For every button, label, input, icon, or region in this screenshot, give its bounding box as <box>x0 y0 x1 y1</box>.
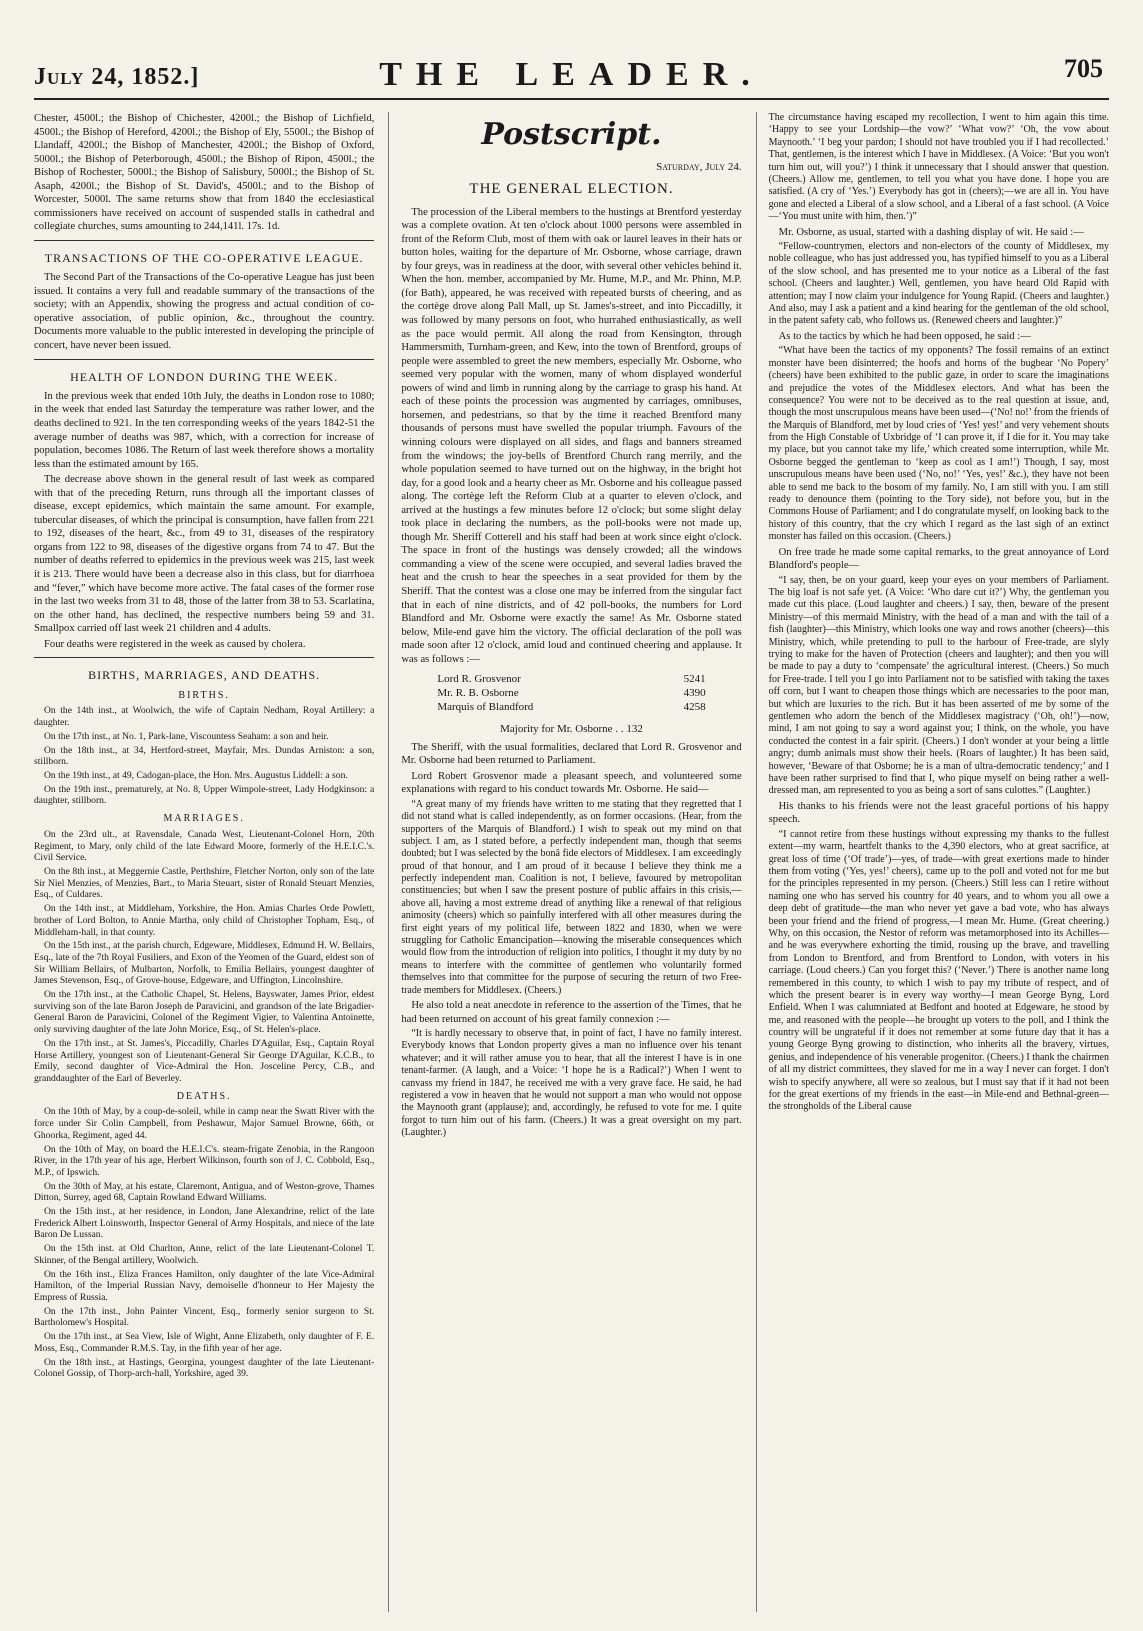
election-heading: THE GENERAL ELECTION. <box>469 181 674 198</box>
election-paragraph: He also told a neat anecdote in reference to the assertion of the Times, that he had been returned on account of his great family connexion :— <box>401 1000 742 1025</box>
poll-row <box>435 672 707 686</box>
marriage-notice: On the 23rd ult., at Ravensdale, Canada West, Lieutenant-Colonel Horn, 20th Regiment, to Mary, only child of the late Edward Moore, formerly of the H.E.I.C.'s. Civil Service. <box>34 828 375 864</box>
divider <box>34 359 374 360</box>
election-paragraph: As to the tactics by which he had been opposed, he said :— <box>778 330 1031 342</box>
poll-row <box>435 700 707 714</box>
page-number: 705 <box>1064 54 1103 83</box>
health-heading: HEALTH OF LONDON DURING THE WEEK. <box>70 369 339 384</box>
speech-quote: “I say, then, be on your guard, keep your eyes on your members of Parliament. The big loaf is not safe yet. (A Voice: ‘Who dare cut it?’) Why, the gentleman you made cut this place. (Loud laughter and cheers.) I say, then, beware of the present Ministry—of this mermaid Ministry, with the head of a man and with the tail of a fish (laughter)—this Ministry, which looks one way and rows another (cheers)—this Ministry, which, while pretending to pull to the harbour of Free-trade, are slyly trying to make for the haven of Protection (cheers and laughter); and then you will be made to pay a duty to ‘compensate’ the agricultural interest. (Cheers.) So much for Free-trade. I tell you I go into Parliament not to be satisfied with taking the taxes off corn, but I want to cheapen those things which are necessaries to the poor man, but which are luxuries to the rich. But it has been asserted of me by some of the gentlemen who adorn the bench of the Middlesex magistracy (‘Oh, oh!’)—now, mind, I am not going to say a word against you; I think, on the whole, you have conducted the contest in a fair spirit. (Cheers.) I don't wonder at your being a little angry; dumb animals must show their heels. (Roars of laughter.) It has been said, however, ‘Beware of that Osborne; he is a man of ultra-democratic tendency;’ and I have been rather surprised to find that I, who pique myself on being rather a well-dressed man, am represented to you as being a sort of sans culottes.” (Laughter.) <box>768 574 1109 797</box>
candidate-votes: 4258 <box>683 701 706 714</box>
column-1 <box>34 112 374 1612</box>
poll-results-table <box>435 672 707 714</box>
candidate-votes: 5241 <box>683 673 706 686</box>
health-paragraph: In the previous week that ended 10th July, the deaths in London rose to 1080; in the week that ended last Saturday the temperature was rather lower, and the deaths declined to 921. In the ten corresponding weeks of the years 1842-51 the average number of deaths was 987, which, with a correction for increase of population, becomes 1086. The Return of last week therefore shows a mortality less than the estimated amount by 165. <box>34 390 375 470</box>
election-paragraph: The procession of the Liberal members to the hustings at Brentford yesterday was a complete ovation. At ten o'clock about 1000 persons were assembled in front of the Reform Club, most of them with oak or laurel leaves in their hats or button holes, waiting for the departure of Mr. Osborne, whose carriage, drawn by four greys, was in readiness at the door, with several other vehicles behind it. When the hon. member, accompanied by Mr. Hume, M.P., and Mr. Phinn, M.P. (for Bath), appeared, he was received with repeated bursts of cheering, and as the cortège drove along Pall Mall, up St. James's-street, and into Piccadilly, it was followed by many persons on foot, who hurrahed enthusiastically, as well as the pace would permit. All along the road from Kensington, through Hammersmith, Turnham-green, and Kew, into the town of Brentford, groups of people were assembled to greet the new members, especially Mr. Osborne, who seemed very popular with the women, many of whom displayed wonderful powers of wind and limb in running along by the carriage to grasp his hand. At each of these points the procession was augmented by carriages, omnibuses, horsemen, and pedestrians, so that by the time it reached Brentford many thousands of persons must have swelled the popular triumph. Favours of the winning colours were displayed on all sides, and flags and banners streamed from the windows; the joy-bells of Brentford Church rang merrily, and the whole population seemed to have turned out on the highway, in the bright hot day, for a good look and a hearty cheer as Mr. Osborne and his colleague passed along. The cortège left the Reform Club at a quarter to eleven o'clock, and arrived at the hustings a few minutes before 12 o'clock; but some slight delay took place in declaring the numbers, as the poll-books were not made up, though Mr. Sheriff Cotterell and his staff had been at work since eight o'clock. The space in front of the hustings was densely crowded; all the windows commanding a view of the scene were occupied, and several ladies braved the heat and the crush to hear the speeches in a seat provided for them by the Sheriff. That the contest was a close one may be inferred from the singular fact that in each of nine districts, and of 42 poll-books, the numbers for Lord Blandford and Mr. Osborne were exactly the same! As Mr. Osborne stated below, Mile-end gave him the victory. The official declaration of the poll was made soon after 12 o'clock, amid loud and continued cheering and applause. It was as follows :— <box>401 206 742 665</box>
coop-paragraph: The Second Part of the Transactions of the Co-operative League has just been issued. It contains a very full and readable summary of the transactions of the society; with an Appendix, showing the progress and actual condition of co-operative association, of public opinion, &c., throughout the country. Documents more valuable to the public interested in developing the principle of concert, have never been issued. <box>34 272 375 352</box>
election-paragraph: His thanks to his friends were not the least graceful portions of his happy speech. <box>768 800 1109 826</box>
births-label: BIRTHS. <box>178 689 230 701</box>
divider <box>34 657 374 658</box>
candidate-name: Mr. R. B. Osborne <box>437 687 519 700</box>
birth-notice: On the 17th inst., at No. 1, Park-lane, Viscountess Seaham: a son and heir. <box>44 730 329 742</box>
majority-label: Majority for Mr. Osborne <box>500 723 613 736</box>
marriage-notice: On the 17th inst., at St. James's, Piccadilly, Charles D'Aguilar, Esq., Captain Royal Horse Artillery, youngest son of Lieutenant-General Sir George D'Aguilar, K.C.B., to Emily, second daughter of Vice-Admiral the Hon. Josceline Percy, C.B., and granddaughter of the Earl of Beverley. <box>34 1037 375 1084</box>
candidate-name: Marquis of Blandford <box>437 701 534 714</box>
health-paragraph: Four deaths were registered in the week as caused by cholera. <box>44 638 306 650</box>
column-3 <box>756 112 1109 1612</box>
speech-quote: “Fellow-countrymen, electors and non-electors of the county of Middlesex, my noble colleague, who has just addressed you, has typified himself to you as a Liberal of the slow school, and has presented me to your notice as a Liberal of the fast school. (Cheers and laughter.) Well, gentlemen, you have heard Old Rapid with attention; may I now claim your indulgence for Young Rapid. (Cheers and laughter.) And also, may I ask a patient and a kind hearing for the gentleman of the old school, in the patent safety cab, who follows us. (Renewed cheers and laughter.)” <box>768 241 1109 327</box>
coop-heading: TRANSACTIONS OF THE CO-OPERATIVE LEAGUE. <box>44 250 364 265</box>
death-notice: On the 30th of May, at his estate, Claremont, Antigua, and of Weston-grove, Thames Ditton, Surrey, aged 68, Captain Rowland Edward Williams. <box>34 1180 375 1204</box>
death-notice: On the 17th inst., John Painter Vincent, Esq., formerly senior surgeon to St. Bartholomew's Hospital. <box>34 1305 375 1329</box>
health-paragraph: The decrease above shown in the general result of last week as compared with that of the preceding Return, runs through all the important classes of disease, except epidemics, which maintain the same amount. For example, tubercular diseases, of which the principal is consumption, have fallen from 221 to 192, diseases of the heart, &c., from 49 to 31, diseases of the respiratory organs from 122 to 98, diseases of the digestive organs from 74 to 47. But the number of deaths referred to epidemics in the previous week was 215, last week it is 213. There would have been a decrease also in this class, but for diarrhoea and “fever,” which have become more active. The fatal cases of the former rose in the last two weeks from 31 to 48, those of the latter from 38 to 53. Scarlatina, on the other hand, has declined, the respective numbers being 59 and 31. Smallpox carried off last week 21 children and 4 adults. <box>34 474 375 635</box>
birth-notice: On the 18th inst., at 34, Hertford-street, Mayfair, Mrs. Dundas Arniston: a son, stillborn. <box>34 744 375 768</box>
death-notice: On the 16th inst., Eliza Frances Hamilton, only daughter of the late Vice-Admiral Hamilton, of the Imperial Russian Navy, demoiselle d'honneur to Her Majesty the Empress of Russia. <box>34 1268 375 1303</box>
deaths-label: DEATHS. <box>176 1090 232 1102</box>
divider <box>34 240 374 241</box>
death-notice: On the 15th inst., at her residence, in London, Jane Alexandrine, relict of the late Frederick Albert Loinsworth, Inspector General of Army Hospitals, and niece of the late Baron De Lussan. <box>34 1206 375 1241</box>
candidate-name: Lord R. Grosvenor <box>437 673 521 686</box>
masthead <box>34 50 1109 100</box>
birth-notice: On the 19th inst., at 49, Cadogan-place, the Hon. Mrs. Augustus Liddell: a son. <box>44 769 348 781</box>
speech-quote: “A great many of my friends have written to me stating that they regretted that I did not stand what is called independently, as on former occasions. (Hear, from the supporters of the Marquis of Blandford.) I wish to speak out my mind on that subject. I am, as I stated before, a perfectly independent man, though that seems doubted; but I was selected by the bonâ fide electors of Middlesex. I am exceedingly proud of that honour, and I am proud of it because I believe they think me a perfectly independent man. Coalition is not, I believe, favoured by metropolitan constituencies; but when I saw the present posture of public affairs in this crisis,—above all, having a most extreme dread of anything like a renewal of that religious animosity (cheers) which so painfully interfered with all other measures during the first eight years of my political life, between 1822 and 1830, when we were struggling for Catholic Emancipation—knowing the miserable consequences which would flow from the introduction of religion into politics, I thought it my duty by no means to interfere with the committee of gentlemen who voluntarily formed themselves into that committee for the purpose of securing the return of two Free-trade members for Middlesex. (Cheers.) <box>401 798 742 996</box>
speech-quote: The circumstance having escaped my recollection, I went to him again this time. ‘Happy to see your Lordship—the vow?’ ‘What vow?’ ‘Oh, the vow about Maynooth.’ ‘I beg your pardon; I should not have troubled you if I had recollected.’ That, gentlemen, is the interest which I have in Middlesex. (A Voice: ‘But you won't turn him out, will you?’) I think it unnecessary that I should answer that question. (Cheers.) Allow me, gentlemen, to tell you what you have done. I hope you are satisfied. (A cry of ‘Yes.’) Everybody has got in (cheers);—we are all in. You have gone and elected a Liberal of a slow school, and a Liberal of a fast school. (A Voice—‘You must unite with him, then.’)” <box>768 112 1109 223</box>
majority-line: Majority for Mr. Osborne . . 132 <box>500 723 643 736</box>
marriage-notice: On the 14th inst., at Middleham, Yorkshire, the Hon. Amias Charles Orde Powlett, brother of Lord Bolton, to Annie Martha, only child of Christopher Topham, Esq., of Middleham-hall, in that county. <box>34 903 375 938</box>
election-paragraph: The Sheriff, with the usual formalities, declared that Lord R. Grosvenor and Mr. Osborne had been returned to Parliament. <box>401 741 742 767</box>
marriage-notice: On the 17th inst., at the Catholic Chapel, St. Helens, Bayswater, James Prior, eldest surviving son of the late Baron Joseph de Paravicini, and grandson of the late Brigadier-General Baron de Paravicini, Colonel of the Regiment Vigier, to Valentina Antoinette, only surviving daughter of the late John Morice, Esq., of St. Helen's-place. <box>34 989 375 1036</box>
death-notice: On the 10th of May, on board the H.E.I.C's. steam-frigate Zenobia, in the Rangoon River, in the 17th year of his age, Herbert Wilkinson, fourth son of J. C. Cobbold, Esq., M.P., of Ipswich. <box>34 1143 375 1178</box>
speech-quote: “What have been the tactics of my opponents? The fossil remains of an extinct monster have been disinterred; the hoofs and horns of the bugbear ‘No Popery’ (cheers) have been exhibited to the public gaze, in order to scare the imaginations and prejudice the votes of the Middlesex electors. And what has been the consequence? You were not to be deceived as to the real question at issue, and, though the most unscrupulous means have been used—(‘No! no!’ from the friends of the Marquis of Blandford, met by loud cries of ‘Yes! yes!’ and very vehement shouts from the High Constable of Uxbridge of ‘I can prove it, if I die for it. You may take my place, but you cannot take my life,’ which created some interruption, while Mr. Osborne begged the gentleman to ‘keep as cool as I am!’) Though, I say, most unscrupulous means have been used (‘No, no!’ ‘Yes, yes!’ &c.), they have not been able to send me back to the bosom of my family. No, I am still with you. I am still ready to denounce them (pointing to the Tory side), not before you, but in the Commons House of Parliament; and I do congratulate myself, on looking back to the history of this country, that the cry which I regard as the last sigh of an extinct monster has failed on this occasion. (Cheers.) <box>768 345 1109 543</box>
majority-value: 132 <box>626 723 643 736</box>
bishops-paragraph: Chester, 4500l.; the Bishop of Chichester, 4200l.; the Bishop of Lichfield, 4500l.; the Bishop of Hereford, 4200l.; the Bishop of Ely, 5500l.; the Bishop of Llandaff, 4200l.; the Bishop of Manchester, 4200l.; the Bishop of Oxford, 5000l.; the Bishop of Peterborough, 4500l.; the Bishop of Ripon, 4500l.; the Bishop of Rochester, 5000l.; the Bishop of Salisbury, 5000l.; the Bishop of St. Asaph, 4200l.; the Bishop of St. David's, 4500l.; and to the Bishop of Worcester, 5000l. The same returns show that from 1840 the ecclesiastical commissioners have received on account of suspended stalls in cathedral and collegiate churches, sums amounting to 244,141l. 17s. 1d. <box>34 113 375 233</box>
death-notice: On the 10th of May, by a coup-de-soleil, while in camp near the Swatt River with the force under Sir Colin Campbell, from Peshawur, Major Samuel Browne, 66th, or Ghoorka, Regiment, aged 44. <box>34 1106 375 1141</box>
speech-quote: “It is hardly necessary to observe that, in point of fact, I have no family interest. Everybody knows that London property gives a man no influence over his tenant whatever; and it will rather amuse you to hear, that all the interest I have is in one tenant-farmer. (A laugh, and a Voice: ‘I hope he is a Radical?’) When I went to canvass my friend in 1847, he received me with a very grave face. He said, he had registered a vow in heaven that he would not support a man who would not oppose the Maynooth grant (applause); and, accordingly, he refused to vote for me. I quite forgot to turn him out of his farm. (Cheers.) It was a great oversight on my part. (Laughter.) <box>401 1028 742 1139</box>
candidate-votes: 4390 <box>683 687 706 700</box>
birth-notice: On the 14th inst., at Woolwich, the wife of Captain Nedham, Royal Artillery: a daughter. <box>34 705 375 729</box>
marriage-notice: On the 8th inst., at Meggernie Castle, Perthshire, Fletcher Norton, only son of the late Sir Niel Menzies, of Menzies, Bart., to Maria Steuart, sister of Ronald Steuart Menzies, Esq., of Culdares. <box>34 866 375 901</box>
election-paragraph: Lord Robert Grosvenor made a pleasant speech, and volunteered some explanations with regard to his conduct towards Mr. Osborne. He said— <box>401 770 742 796</box>
election-paragraph: Mr. Osborne, as usual, started with a dashing display of wit. He said :— <box>778 226 1084 238</box>
bmd-heading: BIRTHS, MARRIAGES, AND DEATHS. <box>88 668 321 683</box>
death-notice: On the 17th inst., at Sea View, Isle of Wight, Anne Elizabeth, only daughter of F. E. Moss, Esq., Commander R.M.S. Tay, in the fifth year of her age. <box>34 1331 375 1354</box>
dateline: Saturday, July 24. <box>656 161 742 174</box>
birth-notice: On the 19th inst., prematurely, at No. 8, Upper Wimpole-street, Lady Hodgkinson: a daughter, stillborn. <box>34 783 375 807</box>
death-notice: On the 18th inst., at Hastings, Georgina, youngest daughter of the late Lieutenant-Colonel Gossip, of Thorp-arch-hall, Yorkshire, aged 39. <box>34 1356 375 1380</box>
column-2 <box>388 112 741 1612</box>
marriage-notice: On the 15th inst., at the parish church, Edgeware, Middlesex, Edmund H. W. Bellairs, Esq., late of the 7th Royal Fusiliers, and Exon of the Yeomen of the Guard, eldest son of Sir William Bellairs, of Mulbarton, Norfolk, to Emilia Bellairs, youngest daughter of James Stevenson, Esq., of Grove-house, Edgeware, and Uffington, Lincolnshire. <box>34 940 375 987</box>
marriages-label: MARRIAGES. <box>163 813 245 825</box>
postscript-title: Postscript. <box>481 117 662 152</box>
death-notice: On the 15th inst. at Old Charlton, Anne, relict of the late Lieutenant-Colonel T. Skinner, of the Bengal artillery, Woolwich. <box>34 1243 375 1266</box>
newspaper-title: THE LEADER. <box>379 56 764 93</box>
poll-row <box>435 686 707 700</box>
speech-quote: “I cannot retire from these hustings without expressing my thanks to the fullest extent—my warm, heartfelt thanks to the 4,390 electors, who at great sacrifice, at great loss of time (‘Of trade’)—yes, of trade—with great exertions made to hinder them from voting (‘Yes, yes!’ cheers), came up to the poll and voted not for me but for the principles represented in my person. (Cheers.) Still less can I retire without naming one who has served his country for 40 years, and to whom you all owe a deep debt of gratitude—the man who never yet gave a bad vote, who has always been your friend and the friend of progress,—I mean Mr. Hume. (Great cheering.) Why, on this occasion, the Nestor of reform was metamorphosed into its Achilles—and he was everywhere exhorting the timid, rousing up the brave, and travelling from London to Brentford, and from Brentford to London, with voters in his carriage. (Loud cheers.) Can you forget this? (‘Never.’) There is another name long remembered in this county, to which I wish to pay my tribute of respect, and of which the present bearer is in every way worthy—I mean George Byng, Lord Enfield. When I was calumniated at Bedfont and hooted at Edgeware, he stood by me, and reasoned with the people—he brought up voters to the poll, and I think the country will be ungrateful if it does not remember at some future day that it has a young George Byng growing to distinction, who inherits all the bravery, virtues, genius, and independence of his venerable progenitor. (Cheers.) I thank the chairmen of all my district committees, they slaved for me in a way I never can forget. I don't wish to specify anywhere, all were so zealous, but I must say that if it had not been for the great exertions of my friends in the east—in Mile-end and Bethnal-green—the strongholds of the Liberal cause <box>768 828 1109 1113</box>
issue-date: July 24, 1852.] <box>34 64 200 90</box>
election-paragraph: On free trade he made some capital remarks, to the great annoyance of Lord Blandford's people— <box>768 546 1109 572</box>
